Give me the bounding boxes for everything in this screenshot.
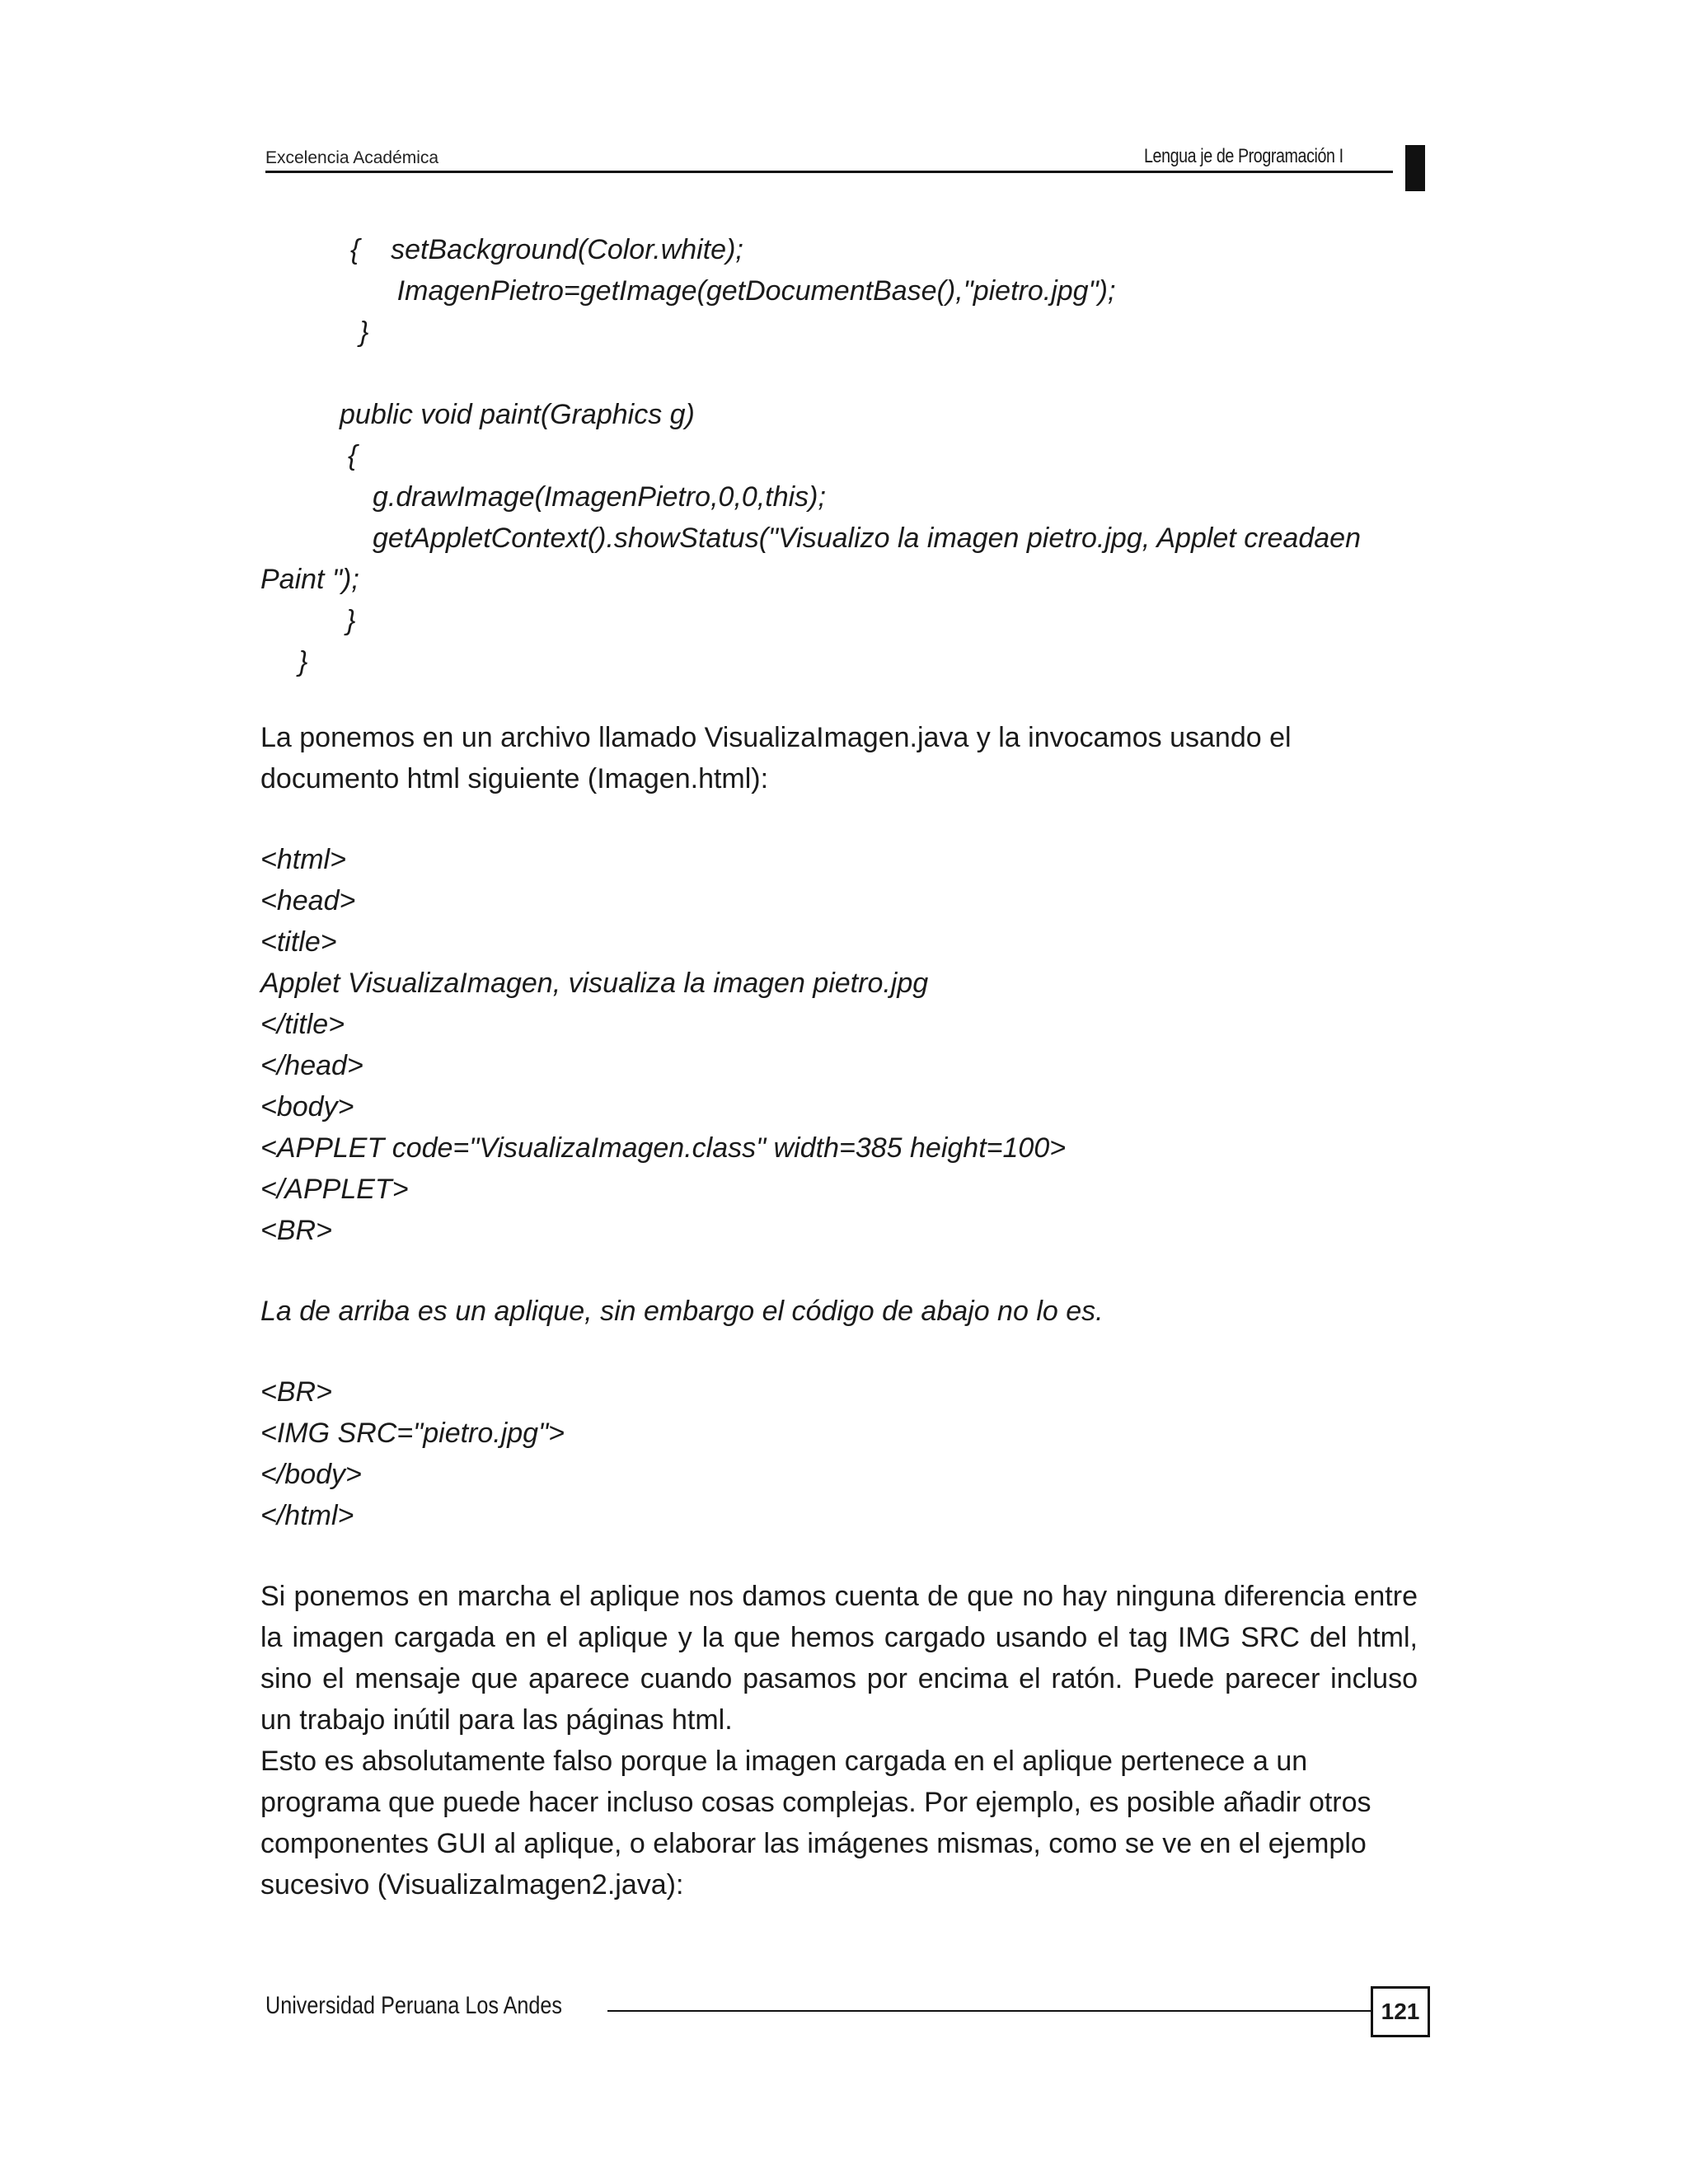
- paragraph-line: documento html siguiente (Imagen.html):: [260, 763, 769, 794]
- code-line: Paint ");: [260, 564, 359, 595]
- paragraph-line: programa que puede hacer incluso cosas complejas. Por ejemplo, es posible añadir otros: [260, 1787, 1372, 1818]
- paragraph-line: Esto es absolutamente falso porque la imagen cargada en el aplique pertenece a un: [260, 1746, 1308, 1777]
- header-institution: Excelencia Académica: [265, 148, 439, 167]
- code-line: }: [346, 605, 356, 636]
- html-code-line: </html>: [260, 1500, 354, 1531]
- html-code-line: <title>: [260, 926, 337, 958]
- html-code-line: </body>: [260, 1459, 362, 1490]
- html-code-line: <html>: [260, 844, 346, 875]
- code-line: ImagenPietro=getImage(getDocumentBase(),"pietro.jpg");: [350, 275, 1116, 307]
- html-code-line: <BR>: [260, 1215, 332, 1246]
- paragraph-line: sucesivo (VisualizaImagen2.java):: [260, 1869, 684, 1900]
- page-number: 121: [1371, 1986, 1430, 2037]
- code-line: }: [298, 646, 308, 677]
- html-code-line: <BR>: [260, 1376, 332, 1408]
- footer-university: Universidad Peruana Los Andes: [265, 1992, 563, 2019]
- html-code-line: </APPLET>: [260, 1174, 409, 1205]
- html-code-line: </head>: [260, 1050, 363, 1081]
- html-code-line: <IMG SRC="pietro.jpg">: [260, 1418, 565, 1449]
- code-line: { setBackground(Color.white);: [350, 234, 743, 265]
- code-line: {: [348, 440, 358, 471]
- code-line: public void paint(Graphics g): [340, 399, 695, 430]
- header-tab-marker: [1405, 145, 1425, 191]
- paragraph-justified: Si ponemos en marcha el aplique nos damos cuenta de que no hay ninguna diferencia entre la imagen cargada en el aplique y la que hemos cargado usando el tag IMG SRC del html, sino el mensaje que aparece cuando pasamos por encima el ratón. Puede parecer incluso un trabajo inútil para las páginas html.: [260, 1581, 1418, 1736]
- html-code-line: Applet VisualizaImagen, visualiza la imagen pietro.jpg: [260, 968, 929, 999]
- html-code-line: <body>: [260, 1091, 354, 1122]
- header-rule: [265, 171, 1393, 173]
- code-line: g.drawImage(ImagenPietro,0,0,this);: [373, 481, 826, 513]
- code-line: getAppletContext().showStatus("Visualizo la imagen pietro.jpg, Applet creadaen: [373, 523, 1361, 554]
- paragraph-line: componentes GUI al aplique, o elaborar las imágenes mismas, como se ve en el ejemplo: [260, 1828, 1367, 1859]
- footer-rule: [607, 2010, 1371, 2012]
- italic-note: La de arriba es un aplique, sin embargo el código de abajo no lo es.: [260, 1296, 1104, 1327]
- code-line: }: [359, 316, 369, 348]
- html-code-line: </title>: [260, 1009, 345, 1040]
- header-course-title: Lengua je de Programación I: [1144, 145, 1343, 167]
- html-code-line: <head>: [260, 885, 356, 916]
- html-code-line: <APPLET code="VisualizaImagen.class" width=385 height=100>: [260, 1132, 1067, 1164]
- paragraph-line: La ponemos en un archivo llamado VisualizaImagen.java y la invocamos usando el: [260, 722, 1292, 753]
